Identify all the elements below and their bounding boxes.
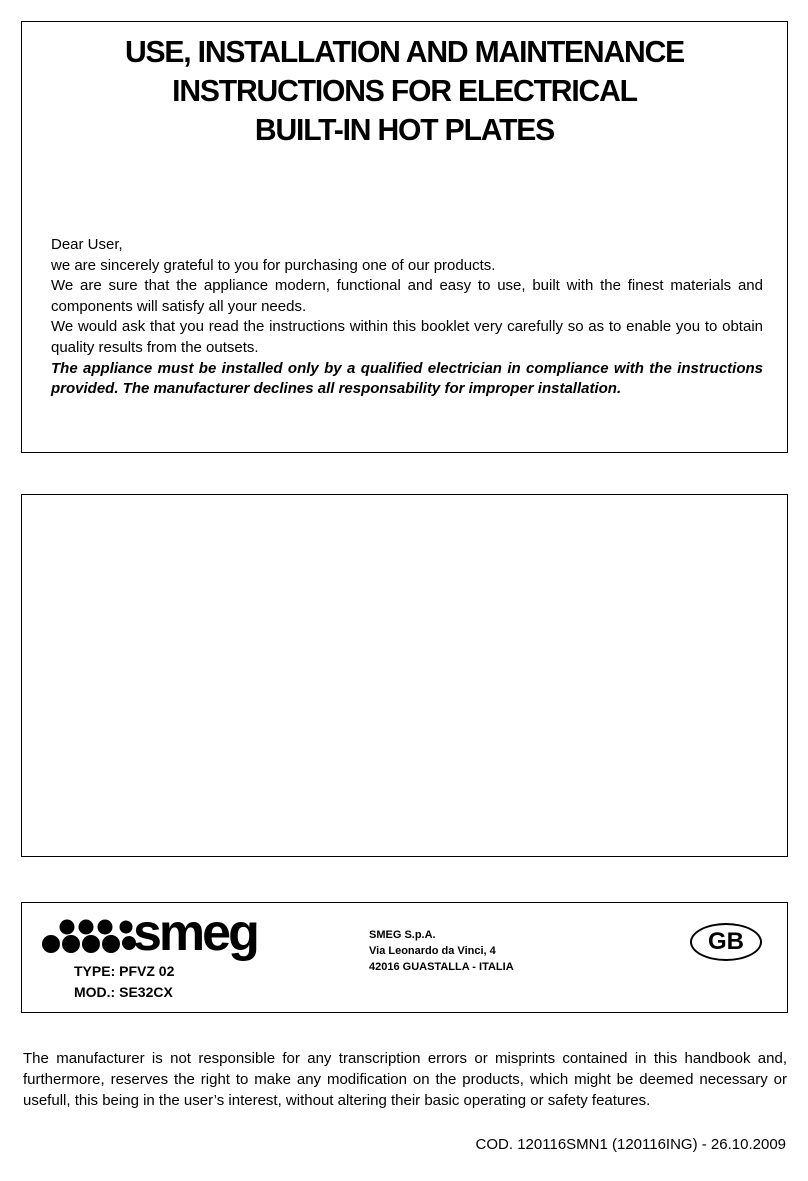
brand-box — [21, 902, 788, 1013]
intro-text — [51, 235, 763, 400]
address-city: 42016 GUASTALLA - ITALIA — [369, 961, 514, 973]
greeting: Dear User, — [51, 236, 123, 253]
company-address — [369, 927, 514, 975]
title-line-3: BUILT-IN HOT PLATES — [254, 112, 555, 147]
disclaimer-text: The manufacturer is not responsible for any transcription errors or misprints contained in this handbook and, furthermore, reserves the right to make any modification on the products, which might be deemed necessary or usefull, this being in the user’s interest, without altering their basic operating or safety features. — [23, 1050, 787, 1109]
country-badge: GB — [690, 923, 762, 961]
image-placeholder-box — [21, 494, 788, 857]
company-name: SMEG S.p.A. — [369, 929, 436, 941]
installation-warning: The appliance must be installed only by a qualified electrician in compliance with the instructions provided. The manufacturer declines all responsability for improper installation. — [51, 359, 763, 398]
title-box — [21, 21, 788, 453]
intro-paragraph-2: We are sure that the appliance modern, functional and easy to use, built with the finest materials and components will satisfy all your needs. — [51, 277, 763, 315]
type-label: TYPE: PFVZ 02 — [74, 963, 175, 979]
smeg-logo — [40, 907, 295, 963]
model-label: MOD.: SE32CX — [74, 984, 173, 1000]
logo-wordmark: smeg — [133, 907, 257, 962]
intro-paragraph-3: We would ask that you read the instructions within this booklet very carefully so as to enable you to obtain quality results from the outsets. — [51, 318, 763, 356]
address-street: Via Leonardo da Vinci, 4 — [369, 945, 496, 957]
document-code: COD. 120116SMN1 (120116ING) - 26.10.2009 — [475, 1136, 786, 1153]
title-line-1: USE, INSTALLATION AND MAINTENANCE — [124, 34, 685, 69]
intro-paragraph-1: we are sincerely grateful to you for purchasing one of our products. — [51, 256, 496, 274]
title-line-2: INSTRUCTIONS FOR ELECTRICAL — [172, 73, 637, 108]
document-title — [33, 32, 775, 149]
